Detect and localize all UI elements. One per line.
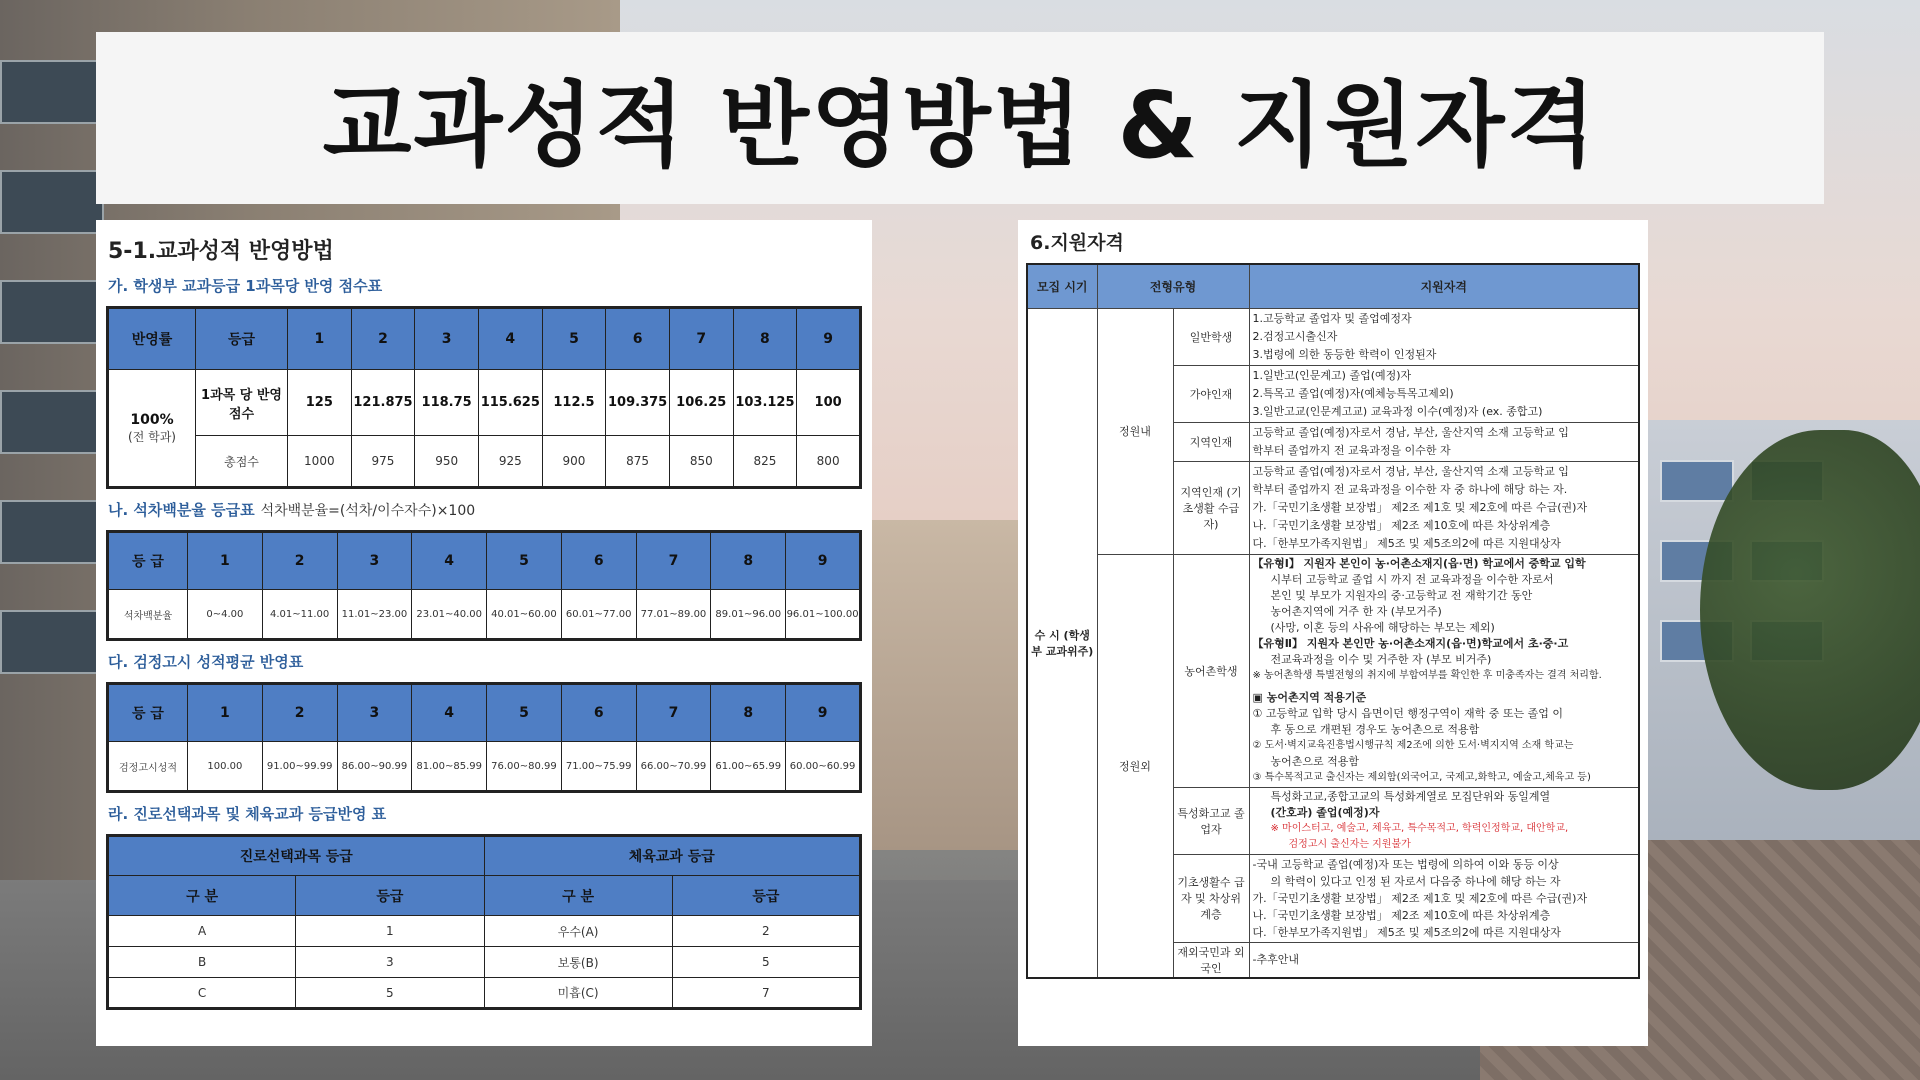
- table-row: [108, 590, 861, 640]
- table-cell: B: [108, 947, 296, 978]
- table-cell: 77.01~89.00: [636, 590, 711, 640]
- text-line: 농어촌지역에 거주 한 자 (부모거주): [1270, 604, 1442, 618]
- header-cell: 전형유형: [1097, 264, 1249, 308]
- table-row: [108, 436, 861, 488]
- table-header-row: [108, 684, 861, 742]
- qualification-cell: [1249, 942, 1639, 978]
- table-cell: 1: [296, 916, 484, 947]
- text-line: ① 고등학교 입학 당시 읍면이던 행정구역이 재학 중 또는 졸업 이: [1252, 706, 1563, 720]
- text-line: 2.검정고시출신자: [1252, 329, 1338, 343]
- text-line: 후 동으로 개편된 경우도 농어촌으로 적용함: [1270, 722, 1480, 736]
- type-cell: 재외국민과 외국인: [1173, 942, 1249, 978]
- section-b-formula: 석차백분율=(석차/이수자수)×100: [260, 503, 476, 519]
- rate-cell: [108, 370, 196, 488]
- text-line: 【유형Ⅰ】 지원자 본인이 농·어촌소재지(읍·면) 학교에서 중학교 입학: [1252, 556, 1586, 570]
- table-cell: 40.01~60.00: [487, 590, 562, 640]
- score-table: [106, 306, 862, 489]
- header-cell: 1: [288, 308, 352, 370]
- text-line: ※ 농어촌학생 특별전형의 취지에 부합여부를 확인한 후 미충족자는 결격 처리함.: [1252, 669, 1602, 681]
- header-cell: 5: [487, 532, 562, 590]
- header-cell: 4: [478, 308, 542, 370]
- table-cell: 우수(A): [484, 916, 672, 947]
- header-cell: 구 분: [108, 876, 296, 916]
- table-cell: 71.00~75.99: [561, 742, 636, 792]
- building-window: [0, 610, 104, 674]
- table-cell: 100.00: [188, 742, 263, 792]
- table-cell: 800: [797, 436, 861, 488]
- header-cell: 3: [337, 684, 412, 742]
- header-cell: 7: [636, 532, 711, 590]
- table-header-row: [108, 532, 861, 590]
- rank-percent-table: [106, 530, 862, 641]
- text-line: 3.법령에 의한 동등한 학력이 인정된자: [1252, 347, 1437, 361]
- table-cell: 11.01~23.00: [337, 590, 412, 640]
- header-cell: 1: [188, 684, 263, 742]
- type-cell: 지역인재: [1173, 422, 1249, 461]
- text-line: ③ 특수목적고교 출신자는 제외함(외국어고, 국제고,화학고, 예술고,체육고 등): [1252, 771, 1591, 783]
- header-cell: 2: [351, 308, 415, 370]
- header-cell: 체육교과 등급: [484, 836, 861, 876]
- row-label: 1과목 당 반영점수: [196, 370, 288, 436]
- text-line: 다.「한부모가족지원법」 제5조 및 제5조의2에 따른 지원대상자: [1252, 925, 1561, 939]
- type-cell: 가야인재: [1173, 365, 1249, 422]
- text-line: 1.일반고(인문계고) 졸업(예정)자: [1252, 368, 1412, 382]
- qualification-cell: [1249, 854, 1639, 942]
- ged-table: [106, 682, 862, 793]
- table-cell: 121.875: [351, 370, 415, 436]
- header-cell: 3: [337, 532, 412, 590]
- table-cell: 950: [415, 436, 479, 488]
- table-row: [108, 947, 861, 978]
- table-cell: 23.01~40.00: [412, 590, 487, 640]
- table-cell: 89.01~96.00: [711, 590, 786, 640]
- table-cell: 125: [288, 370, 352, 436]
- table-cell: 825: [733, 436, 797, 488]
- table-cell: 76.00~80.99: [487, 742, 562, 792]
- elective-pe-table: [106, 834, 862, 1010]
- table-row: [1027, 308, 1639, 365]
- header-cell: 1: [188, 532, 263, 590]
- table-cell: 118.75: [415, 370, 479, 436]
- text-line: 본인 및 부모가 지원자의 중·고등학교 전 재학기간 동안: [1270, 588, 1533, 602]
- rate-value: 100%: [130, 411, 174, 428]
- table-cell: C: [108, 978, 296, 1009]
- text-line: 가.「국민기초생활 보장법」 제2조 제1호 및 제2호에 따른 수급(권)자: [1252, 500, 1588, 514]
- type-cell: 농어촌학생: [1173, 554, 1249, 787]
- table-row: [108, 370, 861, 436]
- type-cell: 특성화고교 졸업자: [1173, 787, 1249, 854]
- table-cell: 보통(B): [484, 947, 672, 978]
- header-cell: 6: [606, 308, 670, 370]
- header-cell: 등급: [296, 876, 484, 916]
- table-cell: 5: [296, 978, 484, 1009]
- text-line: 고등학교 졸업(예정)자로서 경남, 부산, 울산지역 소재 고등학교 입: [1252, 464, 1569, 478]
- table-cell: 66.00~70.99: [636, 742, 711, 792]
- text-line: 시부터 고등학교 졸업 시 까지 전 교육과정을 이수한 자로서: [1270, 572, 1554, 586]
- text-line: 의 학력이 있다고 인정 된 자로서 다음중 하나에 해당 하는 자: [1270, 874, 1561, 888]
- header-cell: 9: [797, 308, 861, 370]
- table-row: [108, 916, 861, 947]
- section-b-title: [108, 499, 862, 520]
- text-line: 전교육과정을 이수 및 거주한 자 (부모 비거주): [1270, 652, 1492, 666]
- table-header-row: [108, 876, 861, 916]
- header-cell: 등급: [196, 308, 288, 370]
- header-cell: 6: [561, 532, 636, 590]
- header-cell: 3: [415, 308, 479, 370]
- table-header-row: [108, 308, 861, 370]
- quota-cell: 정원외: [1097, 554, 1173, 978]
- header-cell: 9: [786, 532, 861, 590]
- qualification-cell: [1249, 308, 1639, 365]
- text-line: ▣ 농어촌지역 적용기준: [1252, 690, 1367, 704]
- text-line: 가.「국민기초생활 보장법」 제2조 제1호 및 제2호에 따른 수급(권)자: [1252, 891, 1588, 905]
- qualification-cell: [1249, 787, 1639, 854]
- text-line: 농어촌으로 적용함: [1270, 754, 1360, 768]
- header-cell: 2: [262, 684, 337, 742]
- header-cell: 8: [733, 308, 797, 370]
- building-window: [0, 170, 104, 234]
- section-c-title: 다. 검정고시 성적평균 반영표: [108, 653, 304, 671]
- section-b-label: 나. 석차백분율 등급표: [108, 501, 255, 519]
- period-cell: 수 시 (학생부 교과위주): [1027, 308, 1097, 978]
- table-cell: 2: [672, 916, 860, 947]
- table-cell: 850: [669, 436, 733, 488]
- table-cell: 60.00~60.99: [786, 742, 861, 792]
- type-cell: 지역인재 (기초생활 수급자): [1173, 461, 1249, 554]
- table-cell: 60.01~77.00: [561, 590, 636, 640]
- text-line: 검정고시 출신자는 지원불가: [1288, 838, 1411, 850]
- qualification-cell: [1249, 461, 1639, 554]
- header-cell: 등급: [672, 876, 860, 916]
- table-cell: 900: [542, 436, 606, 488]
- qualification-cell: [1249, 422, 1639, 461]
- header-cell: 등 급: [108, 684, 188, 742]
- text-line: -추후안내: [1252, 952, 1299, 966]
- table-row: [1027, 554, 1639, 787]
- row-label: 총점수: [196, 436, 288, 488]
- header-cell: 4: [412, 684, 487, 742]
- header-cell: 지원자격: [1249, 264, 1639, 308]
- table-cell: 115.625: [478, 370, 542, 436]
- row-label: 석차백분율: [108, 590, 188, 640]
- table-cell: 96.01~100.00: [786, 590, 861, 640]
- section-a-title: 가. 학생부 교과등급 1과목당 반영 점수표: [108, 277, 383, 295]
- table-cell: 112.5: [542, 370, 606, 436]
- table-cell: 3: [296, 947, 484, 978]
- text-line: 고등학교 졸업(예정)자로서 경남, 부산, 울산지역 소재 고등학교 입: [1252, 425, 1569, 439]
- header-cell: 7: [669, 308, 733, 370]
- table-row: [108, 978, 861, 1009]
- table-header-row: [1027, 264, 1639, 308]
- rate-note: (전 학과): [128, 429, 176, 444]
- table-cell: 103.125: [733, 370, 797, 436]
- table-row: [108, 742, 861, 792]
- grade-method-panel: [96, 220, 872, 1046]
- header-cell: 9: [786, 684, 861, 742]
- header-cell: 6: [561, 684, 636, 742]
- eligibility-panel: [1018, 220, 1648, 1046]
- text-line: 나.「국민기초생활 보장법」 제2조 제10호에 따른 차상위계층: [1252, 518, 1551, 532]
- row-label: 검정고시성적: [108, 742, 188, 792]
- table-cell: 81.00~85.99: [412, 742, 487, 792]
- header-cell: 5: [487, 684, 562, 742]
- table-header-row: [108, 836, 861, 876]
- header-cell: 2: [262, 532, 337, 590]
- table-cell: 109.375: [606, 370, 670, 436]
- text-line: 특성화고교,종합고교의 특성화계열로 모집단위와 동일계열: [1270, 789, 1551, 803]
- table-cell: 91.00~99.99: [262, 742, 337, 792]
- header-cell: 7: [636, 684, 711, 742]
- header-cell: 모집 시기: [1027, 264, 1097, 308]
- table-cell: 미흡(C): [484, 978, 672, 1009]
- text-line: -국내 고등학교 졸업(예정)자 또는 법령에 의하여 이와 동등 이상: [1252, 857, 1559, 871]
- text-line: ② 도서·벽지교육진흥법시행규칙 제2조에 의한 도서·벽지지역 소재 학교는: [1252, 739, 1574, 751]
- header-cell: 구 분: [484, 876, 672, 916]
- table-cell: 7: [672, 978, 860, 1009]
- table-cell: 5: [672, 947, 860, 978]
- table-cell: 100: [797, 370, 861, 436]
- text-line: 학부터 졸업까지 전 교육과정을 이수한 자 중 하나에 해당 하는 자.: [1252, 482, 1568, 496]
- header-cell: 진로선택과목 등급: [108, 836, 485, 876]
- building-window: [1660, 460, 1734, 502]
- header-cell: 8: [711, 684, 786, 742]
- background-building-middle: [860, 520, 1020, 850]
- type-cell: 기초생활수 급자 및 차상위계층: [1173, 854, 1249, 942]
- text-line: ※ 마이스터고, 예술고, 체육고, 특수목적고, 학력인정학교, 대안학교,: [1270, 822, 1569, 834]
- table-cell: 86.00~90.99: [337, 742, 412, 792]
- qualification-cell: [1249, 554, 1639, 787]
- table-cell: A: [108, 916, 296, 947]
- table-cell: 61.00~65.99: [711, 742, 786, 792]
- text-line: 학부터 졸업까지 전 교육과정을 이수한 자: [1252, 443, 1451, 457]
- page-title: 교과성적 반영방법 & 지원자격: [322, 72, 1598, 179]
- section-heading: 5-1.교과성적 반영방법: [108, 239, 334, 264]
- table-cell: 106.25: [669, 370, 733, 436]
- text-line: 1.고등학교 졸업자 및 졸업예정자: [1252, 311, 1412, 325]
- qualification-cell: [1249, 365, 1639, 422]
- text-line: 2.특목고 졸업(예정)자(예체능특목고제외): [1252, 386, 1454, 400]
- table-cell: 1000: [288, 436, 352, 488]
- building-window: [0, 280, 104, 344]
- building-window: [0, 500, 104, 564]
- text-line: 3.일반고교(인문계고교) 교육과정 이수(예정)자 (ex. 종합고): [1252, 404, 1543, 418]
- table-cell: 0~4.00: [188, 590, 263, 640]
- text-line: (사망, 이혼 등의 사유에 해당하는 부모는 제외): [1270, 620, 1495, 634]
- header-cell: 반영률: [108, 308, 196, 370]
- eligibility-table: [1026, 263, 1640, 979]
- text-line: (간호과) 졸업(예정)자: [1270, 805, 1380, 819]
- text-line: 【유형Ⅱ】 지원자 본인만 농·어촌소재지(읍·면)학교에서 초·중·고: [1252, 636, 1569, 650]
- text-line: 다.「한부모가족지원법」 제5조 및 제5조의2에 따른 지원대상자: [1252, 536, 1561, 550]
- header-cell: 4: [412, 532, 487, 590]
- quota-cell: 정원내: [1097, 308, 1173, 554]
- text-line: 나.「국민기초생활 보장법」 제2조 제10호에 따른 차상위계층: [1252, 908, 1551, 922]
- table-cell: 925: [478, 436, 542, 488]
- building-window: [0, 60, 104, 124]
- table-cell: 875: [606, 436, 670, 488]
- table-cell: 4.01~11.00: [262, 590, 337, 640]
- table-cell: 975: [351, 436, 415, 488]
- header-cell: 8: [711, 532, 786, 590]
- header-cell: 등 급: [108, 532, 188, 590]
- title-banner: [96, 32, 1824, 204]
- building-window: [0, 390, 104, 454]
- section-heading: 6.지원자격: [1030, 232, 1124, 254]
- section-d-title: 라. 진로선택과목 및 체육교과 등급반영 표: [108, 805, 387, 823]
- type-cell: 일반학생: [1173, 308, 1249, 365]
- header-cell: 5: [542, 308, 606, 370]
